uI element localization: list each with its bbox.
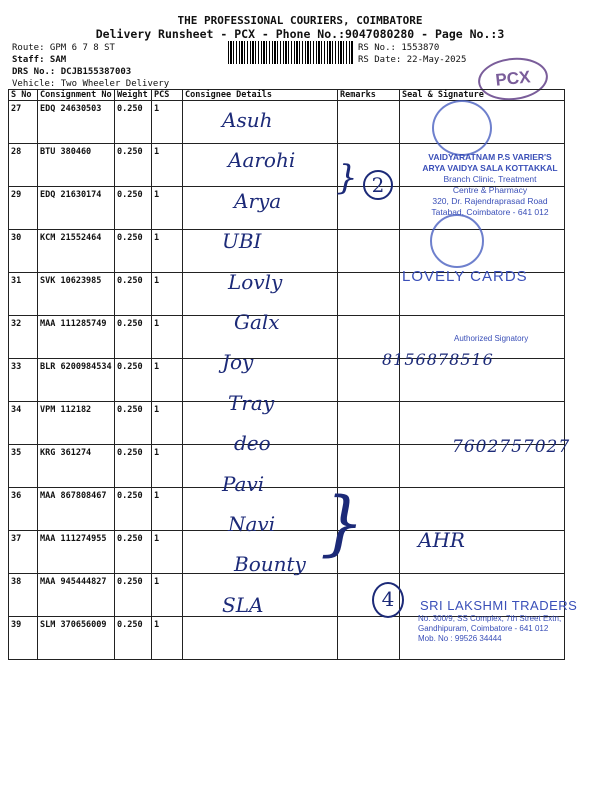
meta-right [358, 42, 466, 66]
cell-pcs: 1 [152, 144, 183, 187]
cell-pcs: 1 [152, 445, 183, 488]
cell-consignment: EDQ 21630174 [38, 187, 115, 230]
vaidya-line-3: Branch Clinic, Treatment [443, 174, 537, 184]
vaidya-stamp [390, 152, 590, 218]
cell-pcs: 1 [152, 402, 183, 445]
lakshmi-line-3: Gandhipuram, Coimbatore - 641 012 [418, 624, 549, 633]
cell-pcs: 1 [152, 101, 183, 144]
cell-sno: 32 [9, 316, 38, 359]
barcode [228, 41, 353, 64]
table-row [9, 488, 565, 531]
lakshmi-line-4: Mob. No : 99526 34444 [418, 634, 502, 643]
cell-sno: 33 [9, 359, 38, 402]
vaidya-line-1: VAIDYARATNAM P.S VARIER'S [428, 152, 552, 162]
cell-consignment: SVK 10623985 [38, 273, 115, 316]
cell-consignment: BLR 6200984534 [38, 359, 115, 402]
company-title: THE PROFESSIONAL COURIERS, COIMBATORE [177, 14, 423, 27]
cell-consignee [183, 617, 338, 660]
cell-pcs: 1 [152, 230, 183, 273]
consignee-signature: Joy [222, 350, 254, 375]
cell-pcs: 1 [152, 574, 183, 617]
consignee-signature: Navi [228, 512, 276, 536]
cell-consignment: SLM 370656009 [38, 617, 115, 660]
cell-sno: 29 [9, 187, 38, 230]
col-consignment: Consignment No [38, 90, 115, 101]
cell-sno: 34 [9, 402, 38, 445]
cell-weight: 0.250 [115, 144, 152, 187]
cell-consignment: MAA 945444827 [38, 574, 115, 617]
consignee-signature: Aarohi [228, 148, 296, 173]
col-sno: S No [9, 90, 38, 101]
cell-consignment: BTU 380460 [38, 144, 115, 187]
runsheet-subtitle: Delivery Runsheet - PCX - Phone No.:9047080280 - Page No.:3 [95, 27, 505, 41]
col-seal: Seal & Signature [400, 90, 565, 101]
cell-weight: 0.250 [115, 574, 152, 617]
brace-mark-2: } [320, 482, 365, 564]
cell-remarks [338, 101, 400, 144]
cell-pcs: 1 [152, 273, 183, 316]
consignee-signature: Lovly [228, 269, 283, 294]
staff-text: Staff: SAM [12, 55, 67, 65]
vaidya-line-6: Tatabad, Coimbatore - 641 012 [431, 207, 549, 217]
lakshmi-stamp-title: SRI LAKSHMI TRADERS [420, 598, 578, 613]
cell-remarks [338, 402, 400, 445]
rs-date-text: RS Date: 22-May-2025 [358, 55, 467, 65]
cell-sno: 38 [9, 574, 38, 617]
cell-sno: 27 [9, 101, 38, 144]
cell-sno: 39 [9, 617, 38, 660]
cell-seal [400, 488, 565, 531]
cell-pcs: 1 [152, 617, 183, 660]
col-pcs: PCS [152, 90, 183, 101]
cell-sno: 30 [9, 230, 38, 273]
round-seal-2 [430, 214, 484, 268]
cell-weight: 0.250 [115, 445, 152, 488]
brace-mark: } [336, 158, 358, 198]
mark-circle-4: 4 [372, 582, 404, 618]
lakshmi-stamp-details [418, 614, 588, 644]
cell-weight: 0.250 [115, 531, 152, 574]
cell-pcs: 1 [152, 531, 183, 574]
consignee-signature: Galx [234, 310, 280, 334]
cell-pcs: 1 [152, 488, 183, 531]
cell-sno: 28 [9, 144, 38, 187]
mark-circle-2: 2 [363, 170, 393, 200]
cell-weight: 0.250 [115, 402, 152, 445]
lovely-stamp: LOVELY CARDS [402, 268, 528, 285]
cell-sno: 37 [9, 531, 38, 574]
consignee-signature: Pavi [222, 471, 265, 496]
cell-consignment: KCM 21552464 [38, 230, 115, 273]
route-text: Route: GPM 6 7 8 ST [12, 43, 115, 53]
cell-consignment: EDQ 24630503 [38, 101, 115, 144]
consignee-signature: Tray [228, 390, 275, 415]
round-seal-1 [432, 100, 492, 156]
consignee-signature: Arya [234, 188, 282, 213]
col-consignee: Consignee Details [183, 90, 338, 101]
cell-remarks [338, 273, 400, 316]
table-header-row [9, 90, 565, 101]
lakshmi-line-2: No. 300/9, SS Complex, 7th Street Extn, [418, 614, 562, 623]
consignee-signature: Bounty [234, 552, 306, 577]
pcx-stamp: PCX [476, 54, 550, 103]
cell-weight: 0.250 [115, 488, 152, 531]
cell-consignment: VPM 112182 [38, 402, 115, 445]
cell-consignment: KRG 361274 [38, 445, 115, 488]
phone-note-2: 7602757027 [452, 437, 571, 457]
cell-consignment: MAA 867808467 [38, 488, 115, 531]
consignee-signature: Asuh [222, 108, 273, 132]
col-weight: Weight [115, 90, 152, 101]
cell-remarks [338, 617, 400, 660]
cell-sno: 31 [9, 273, 38, 316]
consignee-signature: deo [234, 431, 271, 456]
cell-weight: 0.250 [115, 273, 152, 316]
vaidya-line-4: Centre & Pharmacy [452, 185, 528, 195]
cell-weight: 0.250 [115, 617, 152, 660]
cell-consignment: MAA 111285749 [38, 316, 115, 359]
cell-weight: 0.250 [115, 230, 152, 273]
cell-weight: 0.250 [115, 316, 152, 359]
cell-pcs: 1 [152, 359, 183, 402]
drs-text: DRS No.: DCJB155387003 [12, 67, 132, 77]
cell-sno: 36 [9, 488, 38, 531]
consignee-signature: SLA [222, 592, 264, 617]
meta-left [12, 42, 169, 90]
lovely-auth: Authorized Signatory [454, 334, 529, 343]
cell-sno: 35 [9, 445, 38, 488]
cell-remarks [338, 230, 400, 273]
cell-consignment: MAA 111274955 [38, 531, 115, 574]
cell-pcs: 1 [152, 316, 183, 359]
cell-weight: 0.250 [115, 187, 152, 230]
phone-note-1: 8156878516 [382, 350, 494, 369]
cell-pcs: 1 [152, 187, 183, 230]
ahr-note: AHR [418, 528, 465, 552]
vaidya-line-2: ARYA VAIDYA SALA KOTTAKKAL [422, 163, 558, 173]
cell-weight: 0.250 [115, 101, 152, 144]
col-remarks: Remarks [338, 90, 400, 101]
cell-weight: 0.250 [115, 359, 152, 402]
consignee-signature: UBI [222, 229, 262, 254]
vaidya-line-5: 320, Dr. Rajendraprasad Road [432, 196, 548, 206]
rs-no-text: RS No.: 1553870 [358, 43, 440, 53]
vehicle-text: Vehicle: Two Wheeler Delivery [12, 79, 170, 89]
